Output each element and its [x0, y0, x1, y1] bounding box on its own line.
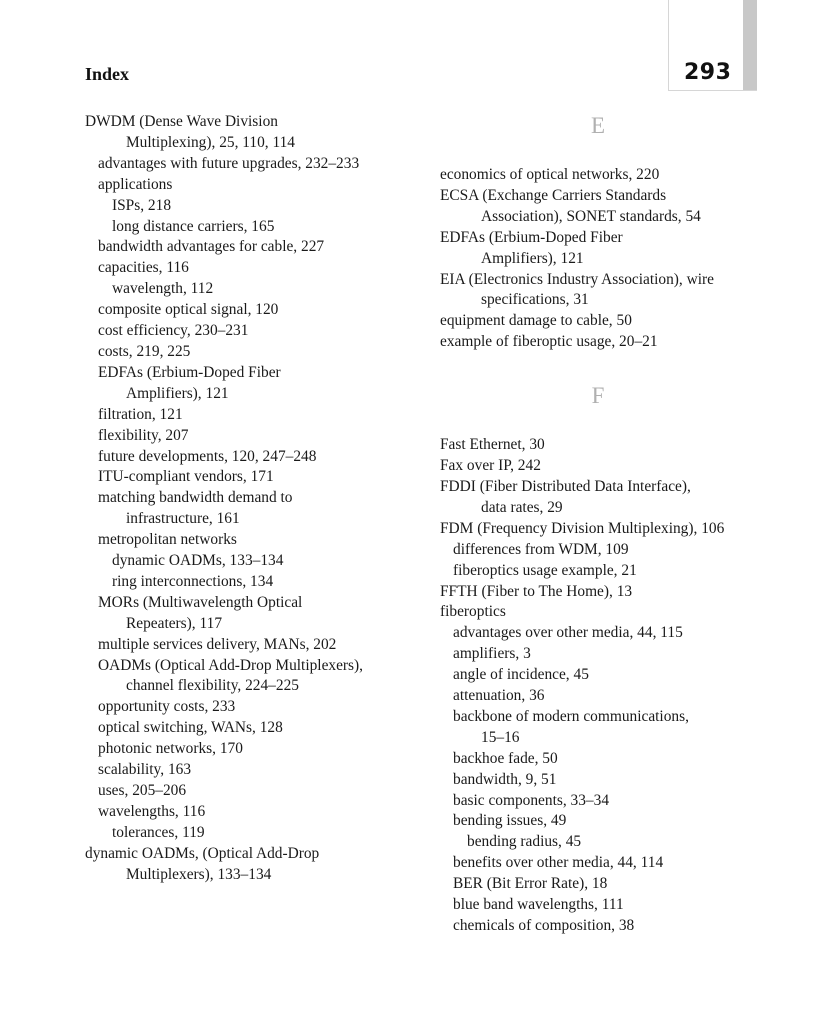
- index-entry: [440, 791, 800, 812]
- index-entry: [440, 186, 800, 228]
- index-entry-continuation: specifications, 31: [481, 291, 589, 309]
- index-entry: [85, 447, 415, 468]
- index-entry-line: dynamic OADMs, (Optical Add-Drop: [85, 844, 320, 862]
- index-entry-line: long distance carriers, 165: [112, 217, 275, 235]
- index-entry: [85, 300, 415, 321]
- index-entry-line: future developments, 120, 247–248: [98, 447, 317, 465]
- index-entry: [85, 405, 415, 426]
- index-entry: [85, 823, 415, 844]
- index-entry-line: differences from WDM, 109: [453, 540, 629, 558]
- index-entry-line: MORs (Multiwavelength Optical: [98, 593, 303, 611]
- index-entry-line: costs, 219, 225: [98, 342, 191, 360]
- index-entry-line: angle of incidence, 45: [453, 666, 589, 684]
- index-entry-continuation: 15–16: [481, 728, 520, 746]
- index-entry: [440, 895, 800, 916]
- index-entry-line: fiberoptics usage example, 21: [453, 561, 637, 579]
- index-entry-line: blue band wavelengths, 111: [453, 896, 624, 914]
- index-entry: [440, 456, 800, 477]
- index-entry-line: bending radius, 45: [467, 833, 582, 851]
- index-entry-line: bandwidth advantages for cable, 227: [98, 238, 325, 256]
- index-entry-line: bandwidth, 9, 51: [453, 770, 557, 788]
- index-entry-continuation: channel flexibility, 224–225: [126, 677, 299, 695]
- index-column-left: [85, 112, 415, 886]
- index-entry: [440, 644, 800, 665]
- index-entry: [440, 770, 800, 791]
- index-entry-line: attenuation, 36: [453, 687, 545, 705]
- index-entry-line: advantages with future upgrades, 232–233: [98, 154, 360, 172]
- index-entry-line: ITU-compliant vendors, 171: [98, 468, 274, 486]
- index-entry: [85, 572, 415, 593]
- index-entry-line: backhoe fade, 50: [453, 749, 558, 767]
- index-entry-line: ISPs, 218: [112, 196, 172, 214]
- index-entry-line: ring interconnections, 134: [112, 572, 274, 590]
- index-entry: [440, 540, 800, 561]
- index-entry: [85, 217, 415, 238]
- index-entry-line: benefits over other media, 44, 114: [453, 854, 664, 872]
- section-e-entries: [440, 165, 800, 353]
- index-entry: [85, 426, 415, 447]
- page-number: 293: [684, 60, 732, 85]
- index-entry-line: chemicals of composition, 38: [453, 917, 635, 934]
- section-letter-e: E: [590, 113, 606, 138]
- index-entry: [440, 916, 800, 937]
- index-entry: [85, 488, 415, 530]
- index-entry: [85, 844, 415, 886]
- thumb-tab-bar: [743, 0, 757, 90]
- index-entry-line: basic components, 33–34: [453, 791, 610, 809]
- index-entry: [85, 656, 415, 698]
- index-entry: [85, 467, 415, 488]
- index-entry: [85, 530, 415, 551]
- index-entry-line: example of fiberoptic usage, 20–21: [440, 333, 658, 351]
- index-column-right: [440, 112, 800, 937]
- index-entry: [85, 739, 415, 760]
- index-entry-line: opportunity costs, 233: [98, 698, 236, 716]
- index-entry-line: FDM (Frequency Division Multiplexing), 106: [440, 519, 725, 537]
- index-entry-line: cost efficiency, 230–231: [98, 322, 249, 340]
- index-entry-line: EDFAs (Erbium-Doped Fiber: [98, 363, 281, 381]
- index-entry: [85, 342, 415, 363]
- index-entry-line: backbone of modern communications,: [453, 707, 689, 725]
- index-entry: [85, 279, 415, 300]
- index-entry-line: matching bandwidth demand to: [98, 489, 293, 507]
- index-entry: [440, 874, 800, 895]
- index-entry-line: Fax over IP, 242: [440, 457, 541, 475]
- index-entry: [440, 853, 800, 874]
- index-entry: [85, 175, 415, 196]
- index-entry: [85, 781, 415, 802]
- index-entry: [85, 718, 415, 739]
- index-entry: [85, 112, 415, 154]
- index-entry-continuation: Association), SONET standards, 54: [481, 207, 701, 225]
- index-entry-line: dynamic OADMs, 133–134: [112, 552, 284, 570]
- index-entry: [440, 623, 800, 644]
- index-entry: [440, 228, 800, 270]
- index-entry: [440, 332, 800, 353]
- index-entry-line: advantages over other media, 44, 115: [453, 624, 683, 642]
- index-entry-line: tolerances, 119: [112, 823, 205, 841]
- index-entry-line: wavelength, 112: [112, 280, 214, 298]
- index-entry-line: capacities, 116: [98, 259, 189, 277]
- index-entry: [440, 165, 800, 186]
- section-letter-f: F: [591, 383, 605, 409]
- index-entry: [440, 582, 800, 603]
- index-entry: [85, 321, 415, 342]
- index-entry-continuation: Repeaters), 117: [126, 614, 223, 632]
- index-entry-continuation: Amplifiers), 121: [481, 249, 584, 267]
- index-entry-line: multiple services delivery, MANs, 202: [98, 635, 337, 653]
- index-entry: [440, 519, 800, 540]
- index-entry: [440, 686, 800, 707]
- index-entry-continuation: Amplifiers), 121: [126, 384, 229, 402]
- index-entry-line: FFTH (Fiber to The Home), 13: [440, 582, 633, 600]
- index-entry-line: economics of optical networks, 220: [440, 166, 660, 183]
- index-entry-line: FDDI (Fiber Distributed Data Interface),: [440, 477, 691, 495]
- index-entry-line: DWDM (Dense Wave Division: [85, 113, 278, 130]
- index-entry-continuation: infrastructure, 161: [126, 510, 240, 528]
- index-entry: [85, 258, 415, 279]
- index-entry: [440, 707, 800, 749]
- index-entry-line: equipment damage to cable, 50: [440, 312, 632, 330]
- index-entry-line: applications: [98, 175, 173, 193]
- running-head: Index: [85, 64, 130, 84]
- index-entry-continuation: data rates, 29: [481, 498, 563, 516]
- index-entry-line: bending issues, 49: [453, 812, 567, 830]
- index-entry: [440, 811, 800, 832]
- index-entry-line: EIA (Electronics Industry Association), wire: [440, 270, 714, 288]
- index-entry-line: amplifiers, 3: [453, 645, 531, 663]
- index-entry-continuation: Multiplexers), 133–134: [126, 865, 272, 883]
- index-entry-line: ECSA (Exchange Carriers Standards: [440, 186, 667, 204]
- index-entry-line: uses, 205–206: [98, 782, 187, 799]
- index-entry: [85, 697, 415, 718]
- index-entry: [440, 832, 800, 853]
- index-entry-continuation: Multiplexing), 25, 110, 114: [126, 133, 296, 151]
- index-entry-line: fiberoptics: [440, 603, 506, 621]
- index-entry: [85, 237, 415, 258]
- index-entry-line: scalability, 163: [98, 761, 192, 779]
- index-entry-line: optical switching, WANs, 128: [98, 719, 283, 737]
- index-entry-line: wavelengths, 116: [98, 802, 206, 820]
- index-entry: [440, 435, 800, 456]
- index-entry-line: photonic networks, 170: [98, 740, 243, 758]
- thumb-tab-rule-vertical: [668, 0, 669, 90]
- index-entry-line: metropolitan networks: [98, 531, 237, 549]
- index-entry: [440, 311, 800, 332]
- index-entry: [85, 196, 415, 217]
- index-entry-line: flexibility, 207: [98, 426, 189, 444]
- index-entry-line: composite optical signal, 120: [98, 301, 279, 319]
- index-entry: [440, 270, 800, 312]
- index-entry-line: BER (Bit Error Rate), 18: [453, 875, 608, 893]
- section-f-entries: [440, 435, 800, 937]
- index-entry: [440, 561, 800, 582]
- index-entry: [85, 363, 415, 405]
- index-entry-line: Fast Ethernet, 30: [440, 436, 545, 454]
- index-entry: [85, 635, 415, 656]
- index-entry-line: filtration, 121: [98, 405, 183, 423]
- index-entry: [440, 477, 800, 519]
- thumb-tab-rule-horizontal: [668, 90, 757, 91]
- index-entry: [440, 749, 800, 770]
- index-entry: [85, 760, 415, 781]
- index-entry: [440, 602, 800, 623]
- index-entry: [85, 802, 415, 823]
- index-entry: [440, 665, 800, 686]
- index-entry: [85, 154, 415, 175]
- index-entry: [85, 551, 415, 572]
- index-entry-line: EDFAs (Erbium-Doped Fiber: [440, 228, 623, 246]
- index-entry: [85, 593, 415, 635]
- index-entry-line: OADMs (Optical Add-Drop Multiplexers),: [98, 656, 364, 674]
